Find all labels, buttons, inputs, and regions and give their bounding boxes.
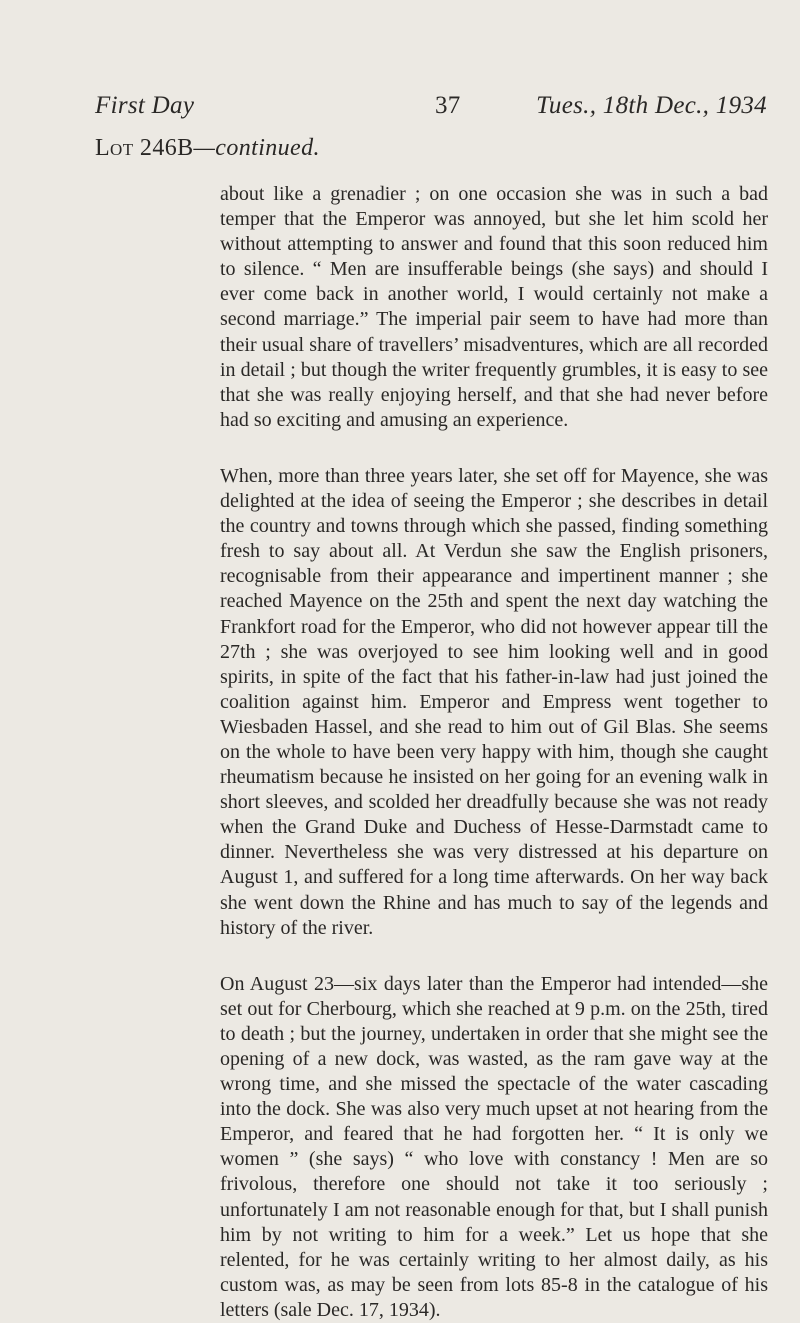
- body-text: [220, 182, 768, 1323]
- page-number: 37: [435, 92, 461, 119]
- lot-continued: —continued.: [193, 135, 320, 161]
- running-header: [95, 92, 767, 128]
- lot-number: Lot 246B: [95, 135, 194, 161]
- paragraph: On August 23—six days later than the Emperor had intended—she set out for Cherbourg, which she reached at 9 p.m. on the 25th, tired to death ; but the journey, undertaken in order that she might see the opening of a new dock, was wasted, as the ram gave way at the wrong time, and she missed the spectacle of the water cascading into the dock. She was also very much upset at not hearing from the Emperor, and feared that he had forgotten her. “ It is only we women ” (she says) “ who love with constancy ! Men are so frivolous, therefore one should not take it too seriously ; unfortunately I am not reasonable enough for that, but I shall punish him by not writing to him for a week.” Let us hope that she relented, for he was certainly writing to her almost daily, as his custom was, as may be seen from lots 85-8 in the catalogue of his letters (sale Dec. 17, 1934).: [220, 972, 768, 1321]
- header-date: Tues., 18th Dec., 1934: [536, 92, 767, 119]
- header-day: First Day: [95, 92, 195, 119]
- lot-heading: [95, 135, 320, 162]
- paragraph: When, more than three years later, she set off for Mayence, she was delighted at the idea of seeing the Emperor ; she describes in detail the country and towns through which she passed, finding something fresh to say about all. At Verdun she saw the English prisoners, recognisable from their appearance and impertinent manner ; she reached Mayence on the 25th and spent the next day watching the Frankfort road for the Emperor, who did not however appear till the 27th ; she was overjoyed to see him looking well and in good spirits, in spite of the fact that his father-in-law had just joined the coalition against him. Emperor and Empress went together to Wiesbaden Hassel, and she read to him out of Gil Blas. She seems on the whole to have been very happy with him, though she caught rheumatism because he insisted on her going for an evening walk in short sleeves, and scolded her dreadfully because she was not ready when the Grand Duke and Duchess of Hesse-Darmstadt came to dinner. Nevertheless she was very distressed at his departure on August 1, and suffered for a long time afterwards. On her way back she went down the Rhine and has much to say of the legends and history of the river.: [220, 464, 768, 939]
- paragraph: about like a grenadier ; on one occasion she was in such a bad temper that the Emperor was annoyed, but she let him scold her without attempting to answer and found that this soon reduced him to silence. “ Men are insufferable beings (she says) and should I ever come back in another world, I would certainly not make a second marriage.” The imperial pair seem to have had more than their usual share of travellers’ misadventures, which are all recorded in detail ; but though the writer frequently grumbles, it is easy to see that she was really enjoying herself, and that she had never before had so exciting and amusing an experience.: [220, 183, 768, 431]
